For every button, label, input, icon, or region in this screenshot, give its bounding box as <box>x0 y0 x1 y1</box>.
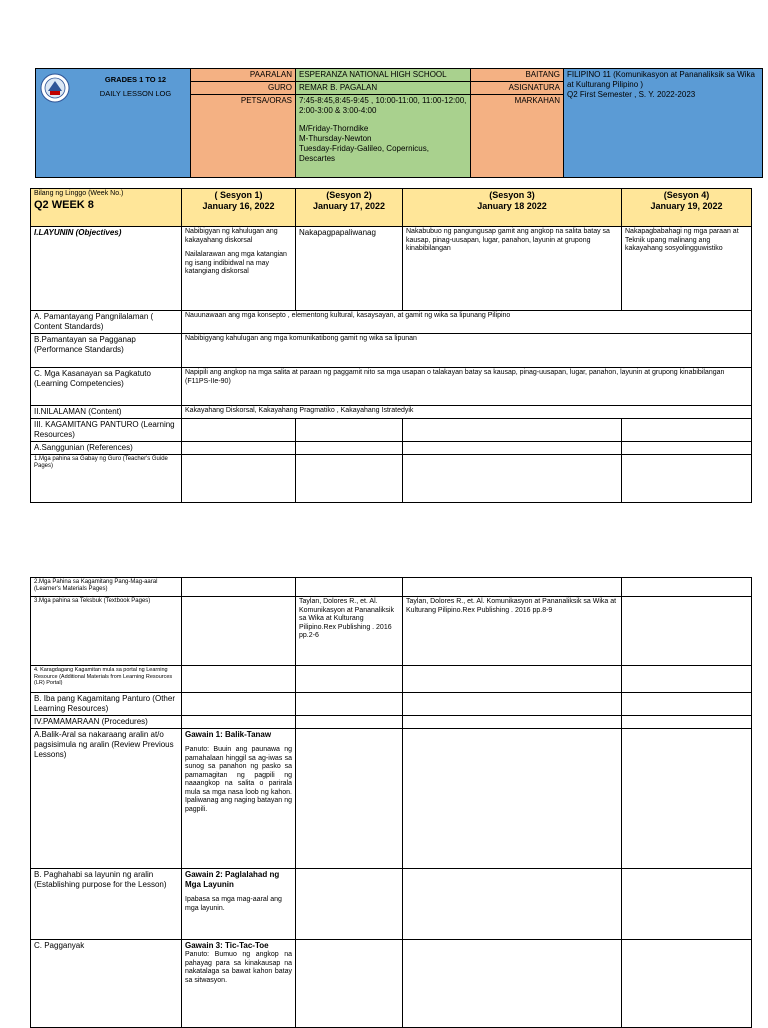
content-standard-row <box>31 311 752 334</box>
performance-standard-value: Nabibigyang kahulugan ang mga komunikatibong gamit ng wika sa lipunan <box>182 334 752 368</box>
objectives-session-1 <box>182 227 296 311</box>
session-4-cell <box>622 189 752 227</box>
lesson-table-1 <box>30 188 752 503</box>
session-2-cell <box>296 189 403 227</box>
other-resources-row <box>31 693 752 716</box>
week-cell <box>31 189 182 227</box>
teacher-value: REMAR B. PAGALAN <box>296 82 471 95</box>
textbook-row <box>31 597 752 666</box>
guide-pages-row <box>31 455 752 503</box>
schedule-cell <box>296 95 471 178</box>
session-3-date: January 18 2022 <box>477 201 547 211</box>
learner-pages-label: 2.Mga Pahina sa Kagamitang Pang-Mag-aaral (Learner's Materials Pages) <box>31 578 182 597</box>
session-4-label: (Sesyon 4) <box>663 190 710 200</box>
dll-label: DAILY LESSON LOG <box>99 89 172 98</box>
review-body: Panuto: Buuin ang paunawa ng pamahalaan hinggil sa ag-iwas sa sunog sa panahon ng pasko sa pamamagitan ng pagpili ng naaangkop na salita o parirala mula sa mga nasa loob ng kahon. Ipaliwanag ang naging batayan ng pagpili. <box>185 746 292 813</box>
week-label: Bilang ng Linggo (Week No.) <box>34 190 124 197</box>
competency-row <box>31 368 752 406</box>
header-table <box>35 68 763 178</box>
competency-label: C. Mga Kasanayan sa Pagkatuto (Learning Competencies) <box>31 368 182 406</box>
resources-row <box>31 419 752 442</box>
purpose-label: B. Paghahabi sa layunin ng aralin (Establishing purpose for the Lesson) <box>31 869 182 940</box>
motivation-row <box>31 940 752 1028</box>
motivation-label: C. Pagganyak <box>31 940 182 1028</box>
learner-pages-row <box>31 578 752 597</box>
session-2-date: January 17, 2022 <box>312 201 386 211</box>
motivation-session-1 <box>182 940 296 1028</box>
textbook-label: 3.Mga pahina sa Teksbuk (Textbook Pages) <box>31 597 182 666</box>
session-3-label: (Sesyon 3) <box>489 190 535 200</box>
procedures-row <box>31 716 752 729</box>
objectives-label: I.LAYUNIN (Objectives) <box>31 227 182 311</box>
session-2-label: (Sesyon 2) <box>326 190 372 200</box>
school-value: ESPERANZA NATIONAL HIGH SCHOOL <box>296 69 471 82</box>
quarter-value: Q2 First Semester , S. Y. 2022-2023 <box>567 90 696 99</box>
lr-portal-row <box>31 666 752 693</box>
objective-1a: Nabibigyan ng kahulugan ang kakayahang diskorsal <box>185 228 278 244</box>
subject-value: FILIPINO 11 (Komunikasyon at Pananaliksik sa Wika at Kulturang Pilipino ) <box>567 70 755 89</box>
school-label: PAARALAN <box>191 69 296 82</box>
deped-logo-cell <box>36 69 191 178</box>
content-value: Kakayahang Diskorsal, Kakayahang Pragmatiko , Kakayahang Istratedyik <box>182 406 752 419</box>
review-title: Gawain 1: Balik-Tanaw <box>185 730 272 739</box>
grades-label: GRADES 1 TO 12 <box>104 75 167 84</box>
content-standard-value: Nauunawaan ang mga konsepto , elementong kultural, kasaysayan, at gamit ng wika sa lipunang Pilipino <box>182 311 752 334</box>
content-row <box>31 406 752 419</box>
session-3-cell <box>403 189 622 227</box>
performance-standard-label: B.Pamantayan sa Pagganap (Performance Standards) <box>31 334 182 368</box>
purpose-session-1 <box>182 869 296 940</box>
lesson-table-2 <box>30 577 752 1028</box>
review-row <box>31 729 752 869</box>
session-1-cell <box>182 189 296 227</box>
week-row <box>31 189 752 227</box>
review-label: A.Balik-Aral sa nakaraang aralin at/o pagsisimula ng aralin (Review Previous Lessons) <box>31 729 182 869</box>
objective-2: Nakapagpapaliwanag <box>296 227 403 311</box>
deped-seal-icon <box>40 73 70 103</box>
references-row <box>31 442 752 455</box>
session-1-label: ( Sesyon 1) <box>214 190 263 200</box>
review-session-1 <box>182 729 296 869</box>
content-label: II.NILALAMAN (Content) <box>31 406 182 419</box>
objective-1b: Nailalarawan ang mga katangian ng isang indibidwal na may katangiang diskorsal <box>185 251 287 275</box>
objective-3: Nakabubuo ng pangungusap gamit ang angkop na salita batay sa kausap, pinag-uusapan, lugar, panahon, layunin at grupong kinabibilangan <box>403 227 622 311</box>
schedule-2: M-Thursday-Newton <box>299 134 372 143</box>
schedule-3: Tuesday-Friday-Galileo, Copernicus, Descartes <box>299 144 429 163</box>
textbook-session-2: Taylan, Dolores R., et. Al. Komunikasyon at Pananaliksik sa Wika at Kulturang Pilipino.Rex Publishing . 2016 pp.2-6 <box>296 597 403 666</box>
objectives-row <box>31 227 752 311</box>
competency-value: Napipili ang angkop na mga salita at paraan ng paggamit nito sa mga usapan o talakayan batay sa kausap, pinag-uusapan, lugar, panahon, layunin at grupong kinabibilangan (F11PS-IIe-90) <box>182 368 752 406</box>
schedule-1: M/Friday-Thorndike <box>299 124 369 133</box>
procedures-label: IV.PAMAMARAAN (Procedures) <box>31 716 182 729</box>
quarter-label: MARKAHAN <box>471 95 564 178</box>
purpose-row <box>31 869 752 940</box>
textbook-session-3: Taylan, Dolores R., et. Al. Komunikasyon at Pananaliksik sa Wika at Kulturang Pilipino.Rex Publishing . 2016 pp.8-9 <box>403 597 622 666</box>
objective-4: Nakapagbabahagi ng mga paraan at Teknik upang malinang ang kakayahang sosyolingguwistiko <box>622 227 752 311</box>
session-4-date: January 19, 2022 <box>650 201 723 211</box>
guide-pages-label: 1.Mga pahina sa Gabay ng Guro (Teacher's Guide Pages) <box>31 455 182 503</box>
subject-label: ASIGNATURA <box>471 82 564 95</box>
grade-label: BAITANG <box>471 69 564 82</box>
time-value: 7:45-8:45,8:45-9:45 , 10:00-11:00, 11:00-12:00, 2:00-3:00 & 3:00-4:00 <box>299 96 467 115</box>
date-label: PETSA/ORAS <box>191 95 296 178</box>
purpose-title: Gawain 2: Paglalahad ng Mga Layunin <box>185 870 280 889</box>
resources-label: III. KAGAMITANG PANTURO (Learning Resources) <box>31 419 182 442</box>
motivation-title: Gawain 3: Tic-Tac-Toe <box>185 941 269 950</box>
motivation-body: Panuto: Bumuo ng angkop na pahayag para sa kinakausap na nakatalaga sa bawat kahon batay sa sitwasyon. <box>185 951 292 984</box>
lr-portal-label: 4. Karagdagang Kagamitan mula sa portal ng Learning Resource (Additional Materials from Learning Resources (LR) Portal) <box>31 666 182 693</box>
references-label: A.Sanggunian (References) <box>31 442 182 455</box>
teacher-label: GURO <box>191 82 296 95</box>
subject-cell <box>564 69 763 178</box>
other-resources-label: B. Iba pang Kagamitang Panturo (Other Learning Resources) <box>31 693 182 716</box>
performance-standard-row <box>31 334 752 368</box>
week-value: Q2 WEEK 8 <box>34 198 94 211</box>
session-1-date: January 16, 2022 <box>202 201 275 211</box>
purpose-body: Ipabasa sa mga mag-aaral ang mga layunin. <box>185 896 282 912</box>
content-standard-label: A. Pamantayang Pangnilalaman ( Content Standards) <box>31 311 182 334</box>
